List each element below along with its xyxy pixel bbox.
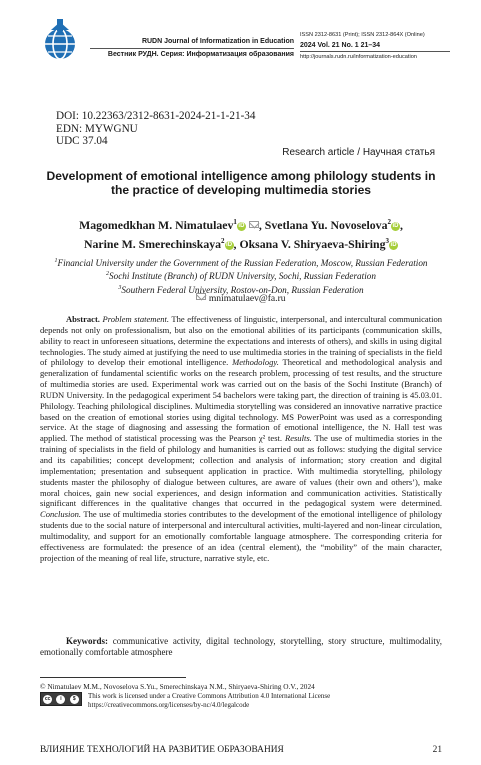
author-list: Magomedkhan M. Nimatulaev$^1$ iD , Svetlana Yu. Novoselova$^2$ iD , Narine M. Smerechinskaya$^2$ iD , Oksana V. Shiryaeva-Shiring$^3$ iD (79, 217, 403, 251)
author-name: Svetlana Yu. Novoselova (264, 217, 388, 232)
orcid-icon[interactable]: iD (390, 241, 397, 248)
journal-title-en: RUDN Journal of Informatization in Education (141, 38, 294, 45)
copyright: © Nimatulaev M.M., Novoselova S.Yu., Smerechinskaya N.M., Shiryaeva-Shiring O.V., 2024 (40, 682, 315, 691)
affiliation-text: Financial University under the Government of the Russian Federation, Moscow, Russian Federation (57, 258, 428, 269)
journal-header (0, 0, 481, 80)
abstract-text: Theoretical and methodological analysis and generalization of fundamental scientific works on the research problem, processing of test results, and the structure of multimedia stories are used. Experimental work was carried out on the basis of the Sochi Institute (Branch) of RUDN University. In the pedagogical experiment 54 bachelors were taking part, the direction of training is 45.03.01. Philology. Teaching philological disciplines. Multimedia storytelling was considered an innovative narrative practice based on the creation of emotional stories using digital technology. MS PowerPoint was used as a corresponding service. At the stage of diagnosing and assessing the formation of emotional intelligence, the N. Hall test was applied. The method of statistical processing was the Pearson χ² test. (40, 357, 443, 444)
corresponding-email (40, 293, 442, 304)
udc: UDC 37.04 (56, 135, 108, 147)
affiliation-number: 1 (54, 258, 58, 264)
affiliation-line (40, 269, 442, 282)
abstract (40, 314, 442, 563)
issn: ISSN 2312-8631 (Print); ISSN 2312-864X (Online) (300, 32, 425, 38)
mail-icon[interactable] (249, 221, 259, 228)
affiliation-number: 3 (118, 284, 122, 291)
author-name: Oksana V. Shiryaeva-Shiring (239, 236, 386, 251)
footer-section-title: ВЛИЯНИЕ ТЕХНОЛОГИЙ НА РАЗВИТИЕ ОБРАЗОВАНИЯ (40, 745, 284, 755)
affiliation-text: Sochi Institute (Branch) of RUDN University, Sochi, Russian Federation (109, 271, 376, 282)
abstract-label: Abstract. (66, 314, 100, 324)
author-name: Magomedkhan M. Nimatulaev (79, 217, 234, 232)
keywords-text: communicative activity, digital technology, storytelling, story structure, multimodality, emotionally comfortable atmosphere (40, 636, 442, 657)
abstract-heading: Conclusion. (40, 509, 82, 520)
journal-names (90, 38, 294, 58)
doi[interactable]: DOI: 10.22363/2312-8631-2024-21-1-21-34 (56, 110, 256, 122)
affiliations (40, 256, 442, 296)
author-name: Narine M. Smerechinskaya (83, 236, 222, 251)
orcid-icon[interactable]: iD (226, 241, 233, 248)
affiliation-line (40, 256, 442, 269)
abstract-text: The use of multimedia stories contributes to the development of the emotional intelligence of philology students due to the social nature of interpersonal and intercultural activities, multi-layered and non-linear circulation, multimodality, and support for an emotionally comfortable language atmosphere. The corresponding criteria for effectiveness are formulated: the presence of an idea (central element), the “mobility” of the main character, projection of the meaning of real life, structure, narrative style, etc. (40, 509, 442, 563)
abstract-heading: Methodology. (232, 357, 279, 368)
abstract-text: The effectiveness of linguistic, interpersonal, and intercultural communication depends not only on professionalism, but also on the emotional abilities of its participants (communication skills, ability to react in unforeseen situations, determine the expectations and interests of others), and skills in using digital technologies. The study aimed at justifying the need to use multimedia stories in the training of specialists in the field of philology to develop their emotional intelligence. (40, 314, 442, 368)
cc-by-nc-badge-icon[interactable]: cc i $ (40, 692, 82, 706)
author-affiliation-ref: 2 (221, 236, 225, 245)
mail-icon (196, 293, 206, 300)
affiliation-number: 2 (106, 271, 110, 278)
volume-info: 2024 Vol. 21 No. 1 21–34 (300, 42, 381, 49)
abstract-heading: Problem statement. (102, 314, 170, 324)
author-affiliation-ref: 2 (387, 218, 391, 226)
footnote-divider (40, 677, 186, 678)
edn: EDN: MYWGNU (56, 122, 138, 135)
article-title: Development of emotional intelligence among philology students in the practice of developing multimedia stories (46, 169, 436, 197)
page-number: 21 (432, 745, 442, 755)
journal-url-link[interactable]: http://journals.rudn.ru/informatization-education (300, 54, 417, 60)
journal-meta (300, 32, 450, 60)
orcid-icon[interactable]: iD (392, 222, 399, 229)
article-identifiers (56, 110, 256, 148)
license-text (88, 692, 330, 709)
keywords (40, 636, 442, 658)
email-link[interactable]: mnimatulaev@fa.ru (208, 293, 286, 304)
author-affiliation-ref: 1 (233, 218, 237, 226)
journal-title-ru: Вестник РУДН. Серия: Информатизация образования (107, 51, 294, 58)
orcid-icon[interactable]: iD (238, 222, 245, 229)
rudn-globe-logo-icon (42, 16, 78, 64)
license-statement: This work is licensed under a Creative Commons Attribution 4.0 International License (88, 692, 331, 700)
affiliation-text: Southern Federal University, Rostov-on-Don, Russian Federation (121, 284, 364, 295)
abstract-heading: Results. (284, 433, 312, 444)
license-link[interactable]: https://creativecommons.org/licenses/by-nc/4.0/legalcode (88, 700, 250, 709)
keywords-label: Keywords: (66, 636, 108, 646)
article-type: Research article / Научная статья (282, 147, 435, 158)
abstract-text: The use of multimedia stories in the training of specialists in the field of philology and humanities is carried out as follows: studying the digital service and its capabilities; concept development; collection and analysis of information; story creation and digital implementation; presentation and subsequent application in practice. With multimedia storytelling, philology students master the philosophy of dialogue between cultures, are aware of values (their own and others’), make moral choices, gain new social experiences, and design information and communication activities. Statistically significant differences in the qualitative changes that occurred in the pedagogical system were determined. (40, 433, 443, 509)
author-affiliation-ref: 3 (385, 236, 390, 245)
